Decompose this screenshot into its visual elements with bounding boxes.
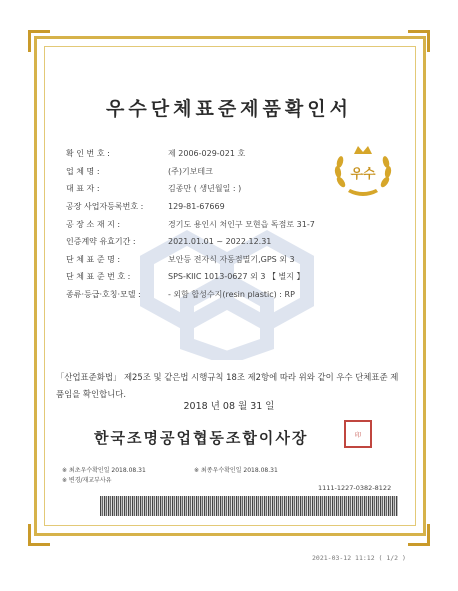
field-value: - 외함 합성수지(resin plastic) : RP [168,290,295,300]
field-value: 2021.01.01 ~ 2022.12.31 [168,237,272,247]
field-value: 129-81-67669 [168,202,225,212]
badge-text: 우수 [350,167,376,182]
barcode-icon [100,496,398,516]
field-standard-number [66,268,366,286]
field-value: (주)기보테크 [168,166,213,176]
field-factory-address [66,215,366,233]
field-value: SPS-KIIC 1013-0627 외 3 【 별지 】 [168,272,305,282]
field-company [66,163,366,181]
field-label: 단 체 표 준 명 : [66,254,121,264]
corner-ornament-top-left [28,30,50,52]
field-label: 인증계약 유효기간 : [66,237,136,247]
certification-statement: 「산업표준화법」 제25조 및 같은법 시행규칙 18조 제2항에 따라 위와 같이 우수 단체표준 제품임을 확인합니다. [56,372,399,399]
first-confirmed-date: ※ 최초우수확인일 2018.08.31 [62,467,146,474]
official-stamp-icon: 印 [344,420,372,448]
corner-ornament-bottom-right [408,524,430,546]
field-value: 김종만 ( 생년월일 : ) [168,184,242,194]
field-label: 업 체 명 : [66,166,100,176]
field-confirmation-number [66,145,366,163]
certificate-fields [66,145,366,303]
field-label: 종류·등급·호칭·모델 : [66,290,141,300]
field-value: 보안등 전자식 자동점멸기,GPS 외 3 [168,254,295,264]
field-validity-period [66,233,366,251]
issue-date: 2018 년 08 월 31 일 [183,401,275,412]
field-value: 경기도 용인시 처인구 모현읍 독점로 31-7 [168,219,315,229]
corner-ornament-bottom-left [28,524,50,546]
field-label: 확 인 번 호 : [66,149,110,159]
document-number: 1111-1227-0382-8122 [318,484,392,492]
field-value: 제 2006-029-021 호 [168,149,246,159]
final-confirmed-date: ※ 최종우수확인일 2018.08.31 [194,467,278,474]
field-business-number [66,198,366,216]
change-reason: ※ 변경/재교부사유 [62,477,112,484]
issuer-name: 한국조명공업협동조합이사장 [94,429,309,447]
confirmation-history [62,465,278,485]
certificate-title: 우수단체표준제품확인서 [106,98,352,120]
field-label: 공 장 소 재 지 : [66,219,121,229]
field-label: 공장 사업자등록번호 : [66,202,144,212]
field-label: 대 표 자 : [66,184,100,194]
corner-ornament-top-right [408,30,430,52]
field-model [66,286,366,304]
excellence-badge-icon [332,142,394,200]
field-standard-name [66,251,366,269]
field-representative [66,180,366,198]
print-timestamp: 2021-03-12 11:12 ( 1/2 ) [312,554,406,562]
field-label: 단 체 표 준 번 호 : [66,272,131,282]
